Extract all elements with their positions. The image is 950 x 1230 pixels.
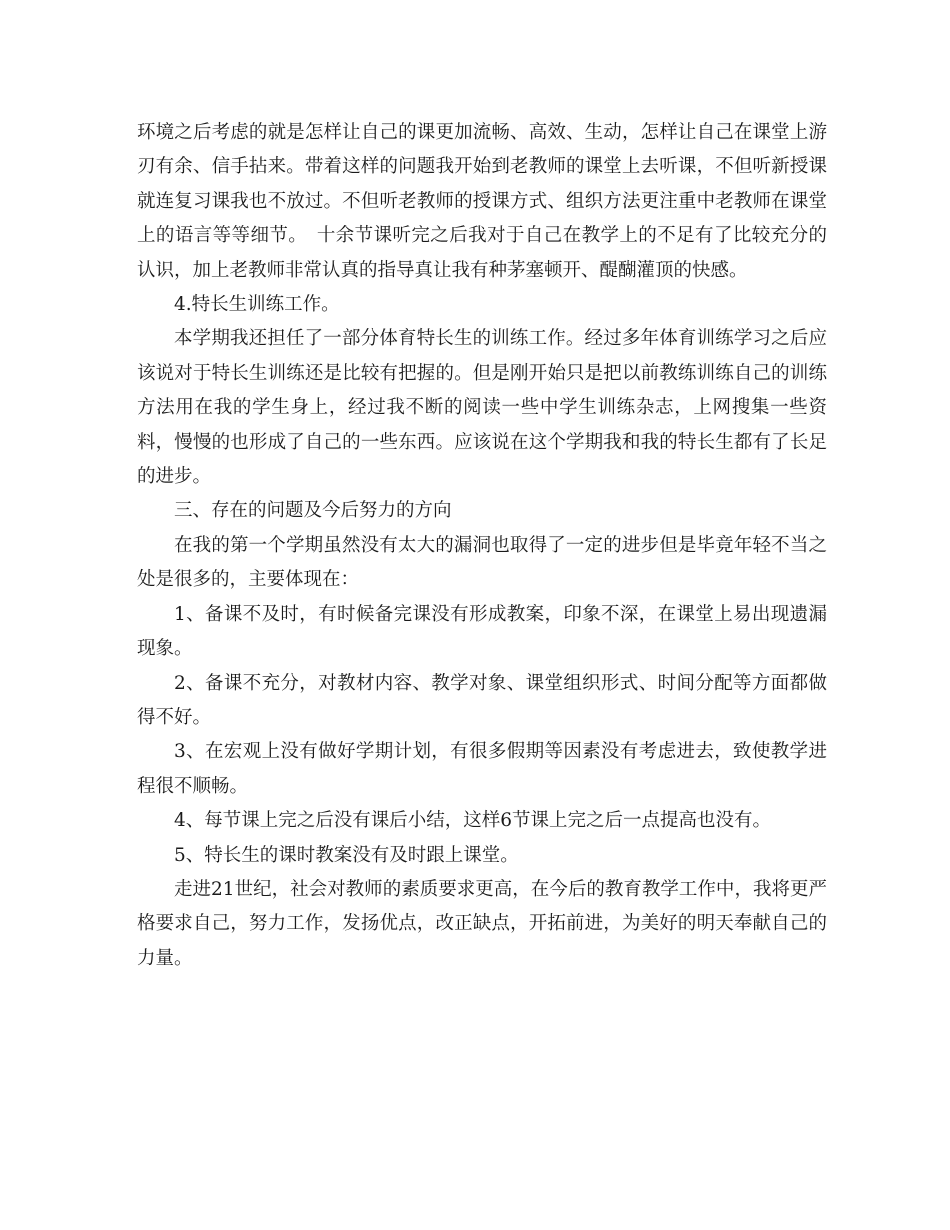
paragraph-specialty-training: 本学期我还担任了一部分体育特长生的训练工作。经过多年体育训练学习之后应该说对于特长生训练还是比较有把握的。但是刚开始只是把以前教练训练自己的训练方法用在我的学生身上，经过我不断的阅读一些中学生训练杂志，上网搜集一些资料，慢慢的也形成了自己的一些东西。应该说在这个学期我和我的特长生都有了长足的进步。 xyxy=(137,328,827,488)
list-item-problem-1: 1、备课不及时，有时候备完课没有形成教案，印象不深，在课堂上易出现遗漏现象。 xyxy=(137,603,827,660)
section-heading-problems: 三、存在的问题及今后努力的方向 xyxy=(174,500,452,522)
document-body xyxy=(137,116,827,976)
list-item-problem-2: 2、备课不充分，对教材内容、教学对象、课堂组织形式、时间分配等方面都做得不好。 xyxy=(137,672,827,728)
list-item-problem-4: 4、每节课上完之后没有课后小结，这样6节课上完之后一点提高也没有。 xyxy=(174,810,772,832)
paragraph-conclusion: 走进21世纪，社会对教师的素质要求更高，在今后的教育教学工作中，我将更严格要求自己，努力工作，发扬优点，改正缺点，开拓前进，为美好的明天奉献自己的力量。 xyxy=(137,878,827,969)
section-heading-specialty-training: 4.特长生训练工作。 xyxy=(174,294,340,316)
paragraph-problems-intro: 在我的第一个学期虽然没有太大的漏洞也取得了一定的进步但是毕竟年轻不当之处是很多的，主要体现在： xyxy=(137,534,827,591)
list-item-problem-5: 5、特长生的课时教案没有及时跟上课堂。 xyxy=(174,844,519,866)
paragraph-continuation: 环境之后考虑的就是怎样让自己的课更加流畅、高效、生动，怎样让自己在课堂上游刃有余、信手拈来。带着这样的问题我开始到老教师的课堂上去听课，不但听新授课就连复习课我也不放过。不但听老教师的授课方式、组织方法更注重中老教师在课堂上的语言等等细节。 十余节课听完之后我对于自己在教学上的不足有了比较充分的认识，加上老教师非常认真的指导真让我有种茅塞顿开、醍醐灌顶的快感。 xyxy=(137,122,827,281)
list-item-problem-3: 3、在宏观上没有做好学期计划，有很多假期等因素没有考虑进去，致使教学进程很不顺畅。 xyxy=(137,741,827,797)
